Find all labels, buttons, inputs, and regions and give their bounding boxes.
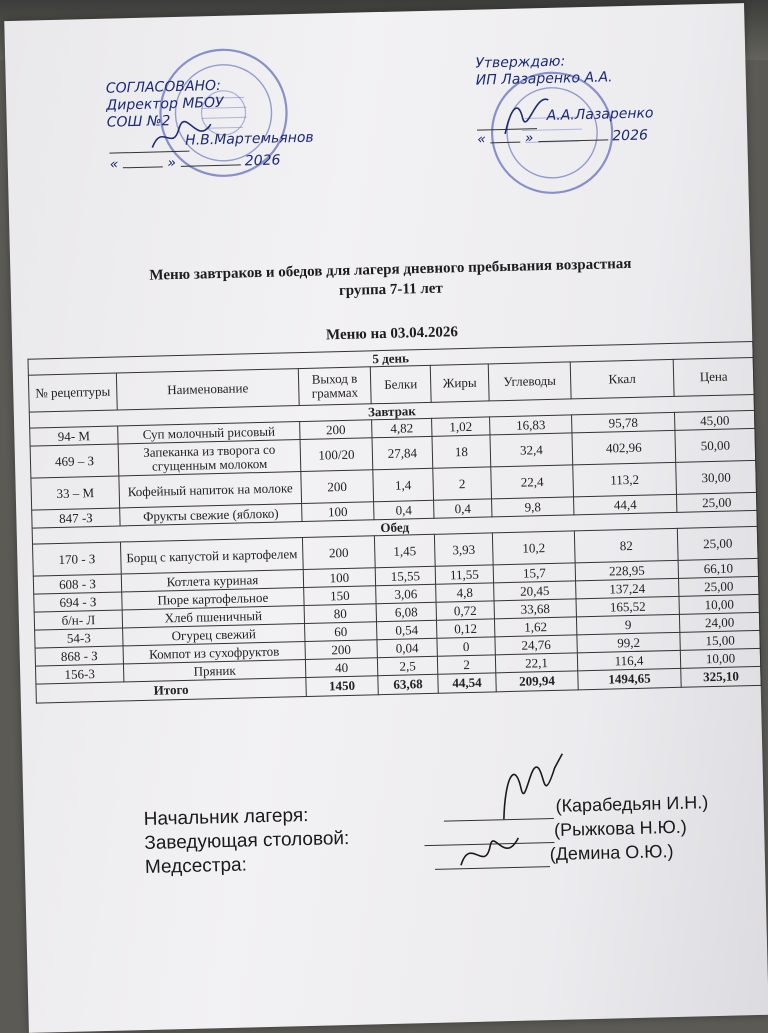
row-name: Запеканка из творога со сгущенным молоком [118,440,301,476]
row-protein: 27,84 [372,436,433,469]
row-price: 24,00 [679,612,760,632]
menu-table [27,341,761,704]
director-position: Директор МБОУ [106,94,224,114]
row-fat: 0,72 [436,601,494,620]
row-kcal: 95,78 [572,412,675,433]
header-grams: Выход в граммах [298,367,371,406]
row-fat: 2 [437,655,495,674]
row-kcal: 137,24 [576,578,679,599]
row-code: 94- М [30,426,118,446]
header-recipe: № рецептуры [28,373,117,412]
row-kcal: 113,2 [573,462,677,497]
name-nurse: (Демина О.Ю.) [549,841,674,865]
row-name: Пряник [123,659,305,681]
row-carbs: 24,76 [495,635,577,655]
row-grams: 150 [304,586,376,606]
row-price: 45,00 [674,410,755,430]
row-carbs: 16,83 [490,415,572,435]
row-name: Огурец свежий [123,624,305,646]
menu-date: Меню на 03.04.2026 [325,324,459,344]
header-fat: Жиры [430,364,489,402]
row-code: б/н- Л [34,610,122,630]
row-name: Хлеб пшеничный [122,606,304,628]
row-grams: 200 [305,640,377,660]
row-grams: 200 [302,536,375,570]
signature-roles [143,803,350,880]
agreed-label: СОГЛАСОВАНО: [105,77,222,97]
row-kcal: 228,95 [575,560,678,581]
header-price: Цена [673,357,754,396]
role-camp-head: Начальник лагеря: [143,804,309,830]
row-name: Котлета куриная [121,570,303,592]
row-grams: 200 [301,470,374,504]
header-carbs: Углеводы [488,362,571,401]
total-fat: 44,54 [438,673,496,693]
row-code: 54-3 [35,628,123,648]
row-carbs: 15,7 [493,563,575,583]
row-carbs: 10,2 [492,531,575,565]
name-camp-head: (Карабедьян И.Н.) [555,792,709,816]
header-name: Наименование [116,369,299,410]
row-price: 30,00 [676,460,757,494]
row-name: Суп молочный рисовый [118,422,300,444]
right-date-year: 2026 [612,127,649,145]
row-carbs: 32,4 [490,433,573,467]
row-name: Кофейный напиток на молоке [119,472,302,508]
director-name: Н.В.Мартемьянов [185,129,314,149]
name-canteen-head: (Рыжкова Н.Ю.) [553,816,687,840]
role-nurse: Медсестра: [144,854,248,878]
approve-label: Утверждаю: [475,53,566,72]
row-price: 25,00 [679,576,760,596]
row-fat: 3,93 [434,533,493,566]
row-kcal: 9 [576,614,679,635]
row-carbs: 22,1 [495,653,577,673]
row-kcal: 99,2 [577,632,680,653]
row-carbs: 9,8 [492,497,574,517]
row-grams: 60 [305,622,377,642]
document-page [4,3,768,1033]
row-grams: 80 [304,604,376,624]
title-line-2: группа 7-11 лет [338,280,444,300]
total-carbs: 209,94 [496,671,578,692]
row-protein: 4,82 [372,418,432,437]
row-code: 847 -З [32,508,120,528]
row-kcal: 116,4 [577,650,680,671]
row-name: Пюре картофельное [122,588,304,610]
total-label: Итого [36,677,306,703]
row-code: 170 - З [33,542,122,576]
row-grams: 100 [303,568,375,588]
left-date-close: » [167,155,177,172]
row-protein: 1,45 [374,534,435,567]
row-fat: 11,55 [435,565,493,584]
row-grams: 100/20 [300,438,373,472]
row-name: Компот из сухофруктов [123,641,305,663]
row-protein: 0,4 [374,500,434,519]
row-code: 33 – М [31,476,120,510]
row-carbs: 33,68 [494,599,576,619]
row-fat: 2 [433,467,492,500]
role-canteen-head: Заведующая столовой: [144,827,350,854]
right-approval-block [475,52,613,89]
row-grams: 200 [300,420,372,440]
row-fat: 18 [432,435,491,468]
row-kcal: 402,96 [572,430,676,465]
title-line-1: Меню завтраков и обедов для лагеря дневного пребывания возрастная [149,255,632,284]
day-label: 5 день [28,341,753,375]
canteen-head-signature [454,824,525,876]
breakfast-section: Завтрак [29,394,754,428]
row-price: 25,00 [677,526,758,560]
row-price: 50,00 [675,428,756,462]
row-carbs: 20,45 [494,581,576,601]
row-code: 694 - З [34,592,122,612]
school-name: СОШ №2 [106,113,171,131]
row-kcal: 165,52 [576,596,679,617]
row-protein: 6,08 [376,602,436,621]
total-price: 325,10 [681,666,762,687]
row-protein: 2,5 [377,656,437,675]
header-kcal: Ккал [570,359,674,399]
approver-signature [496,88,557,139]
row-price: 25,00 [676,492,757,512]
row-price: 10,00 [680,648,761,668]
row-carbs: 1,62 [494,617,576,637]
row-code: 156-3 [35,664,123,684]
row-fat: 0,4 [434,499,492,518]
document-title [70,252,711,308]
row-fat: 1,02 [432,417,490,436]
row-price: 15,00 [680,630,761,650]
camp-head-signature [492,748,574,830]
left-date-year: 2026 [244,152,281,170]
right-date-close: » [524,130,534,147]
director-signature [147,116,218,158]
row-fat: 0 [437,637,495,656]
approver-org: ИП Лазаренко А.А. [475,69,613,89]
total-grams: 1450 [306,676,378,697]
row-price: 10,00 [679,594,760,614]
total-kcal: 1494,65 [578,668,681,690]
row-kcal: 82 [574,528,678,563]
row-protein: 3,06 [376,584,436,603]
row-price: 66,10 [678,558,759,578]
row-carbs: 22,4 [491,465,574,499]
lunch-section: Обед [32,510,757,544]
row-protein: 0,54 [377,620,437,639]
row-code: 608 - З [33,574,121,594]
row-protein: 1,4 [373,468,434,501]
row-code: 469 – З [30,444,119,478]
row-fat: 4,8 [436,583,494,602]
row-protein: 0,04 [377,638,437,657]
right-date-open: « [477,131,487,148]
approver-name: А.А.Лазаренко [546,105,654,124]
row-protein: 15,55 [375,566,435,585]
header-protein: Белки [370,365,431,403]
row-code: 868 - З [35,646,123,666]
row-grams: 40 [305,658,377,678]
row-kcal: 44,4 [574,494,677,515]
row-fat: 0,12 [436,619,494,638]
total-protein: 63,68 [378,674,438,694]
row-grams: 100 [302,502,374,522]
row-name: Фрукты свежие (яблоко) [120,504,302,526]
left-date-open: « [109,156,119,173]
row-name: Борщ с капустой и картофелем [120,538,303,574]
